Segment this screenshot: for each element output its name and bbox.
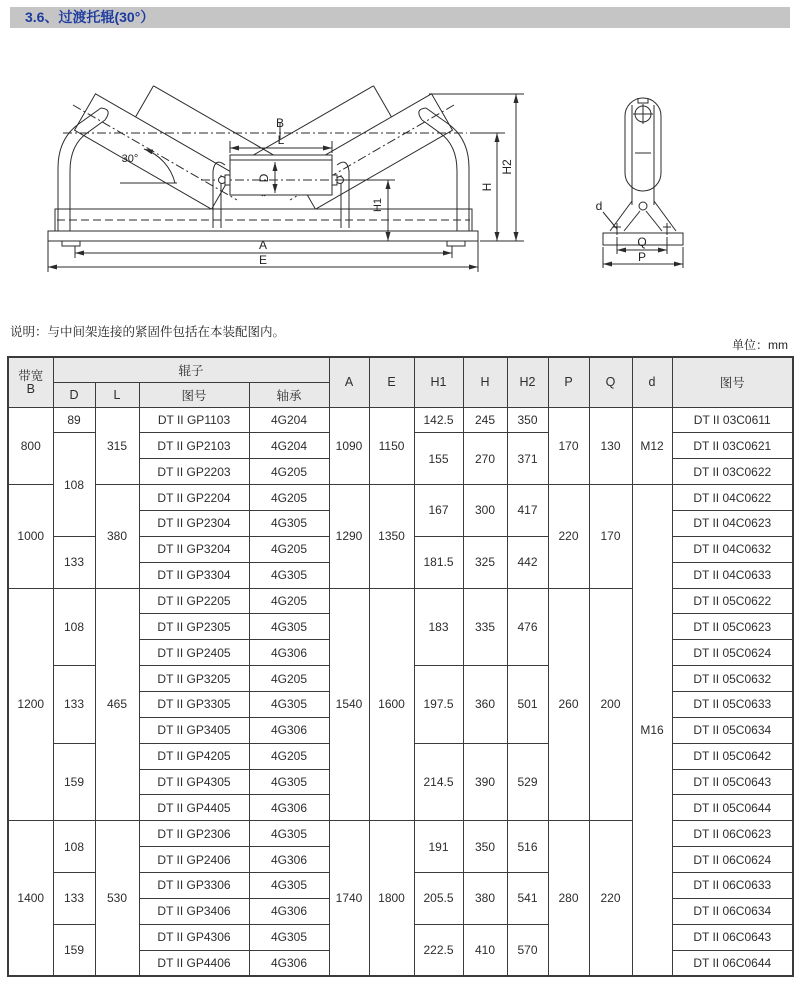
cell-h1: 167	[414, 485, 463, 537]
cell-assembly-fig: DT II 05C0623	[672, 614, 793, 640]
label-D: D	[257, 173, 271, 183]
cell-h2: 442	[507, 536, 548, 588]
table-row	[8, 588, 793, 614]
col-header-H2: H2	[507, 357, 548, 407]
cell-bearing: 4G205	[249, 485, 329, 511]
cell-assembly-fig: DT II 04C0633	[672, 562, 793, 588]
cell-bandwidth: 1200	[8, 588, 53, 821]
col-header-bearing: 轴承	[249, 382, 329, 407]
cell-h: 300	[463, 485, 507, 537]
cell-assembly-fig: DT II 06C0623	[672, 821, 793, 847]
cell-bearing: 4G204	[249, 433, 329, 459]
cell-h1: 205.5	[414, 872, 463, 924]
cell-p: 220	[548, 485, 589, 588]
section-title: 3.6、过渡托辊(30°）	[25, 9, 155, 25]
cell-assembly-fig: DT II 06C0633	[672, 872, 793, 898]
cell-assembly-fig: DT II 04C0623	[672, 510, 793, 536]
center-roller	[230, 155, 332, 195]
label-A: A	[258, 238, 268, 252]
label-H: H	[480, 182, 494, 192]
col-header-roller-group: 辊子	[53, 357, 329, 382]
cell-bearing: 4G306	[249, 847, 329, 873]
cell-bearing: 4G306	[249, 795, 329, 821]
cell-roller-diameter: 108	[53, 433, 95, 536]
cell-h2: 476	[507, 588, 548, 666]
col-header-d: d	[632, 357, 672, 407]
cell-roller-fig: DT II GP4205	[139, 743, 249, 769]
label-H2: H2	[500, 159, 514, 175]
cell-e: 1150	[369, 407, 414, 485]
cell-assembly-fig: DT II 03C0622	[672, 459, 793, 485]
cell-roller-fig: DT II GP3405	[139, 717, 249, 743]
col-header-P: P	[548, 357, 589, 407]
spec-table	[7, 356, 794, 977]
cell-bearing: 4G305	[249, 562, 329, 588]
cell-assembly-fig: DT II 03C0611	[672, 407, 793, 433]
header-row-1	[8, 357, 793, 382]
cell-h2: 570	[507, 924, 548, 976]
col-header-E: E	[369, 357, 414, 407]
cell-roller-fig: DT II GP3304	[139, 562, 249, 588]
cell-h1: 222.5	[414, 924, 463, 976]
spec-table-body	[8, 407, 793, 976]
cell-bearing: 4G205	[249, 588, 329, 614]
cell-assembly-fig: DT II 06C0624	[672, 847, 793, 873]
section-title-bar	[10, 7, 790, 28]
cell-bearing: 4G306	[249, 640, 329, 666]
cell-bearing: 4G305	[249, 821, 329, 847]
cell-roller-fig: DT II GP3305	[139, 691, 249, 717]
cell-roller-fig: DT II GP3204	[139, 536, 249, 562]
cell-roller-diameter: 133	[53, 536, 95, 588]
cell-h: 360	[463, 666, 507, 744]
cell-p: 280	[548, 821, 589, 976]
cell-roller-fig: DT II GP3406	[139, 898, 249, 924]
cell-roller-diameter: 133	[53, 872, 95, 924]
col-header-assembly-fig: 图号	[672, 357, 793, 407]
label-E: E	[258, 253, 268, 267]
cell-p: 260	[548, 588, 589, 821]
cell-roller-length: 465	[95, 588, 139, 821]
cell-roller-fig: DT II GP2306	[139, 821, 249, 847]
col-header-H1: H1	[414, 357, 463, 407]
cell-q: 170	[589, 485, 632, 588]
cell-bearing: 4G204	[249, 407, 329, 433]
cell-bearing: 4G205	[249, 459, 329, 485]
cell-bearing: 4G305	[249, 614, 329, 640]
cell-assembly-fig: DT II 05C0632	[672, 666, 793, 692]
cell-h: 380	[463, 872, 507, 924]
cell-assembly-fig: DT II 05C0634	[672, 717, 793, 743]
cell-q: 220	[589, 821, 632, 976]
cell-a: 1540	[329, 588, 369, 821]
unit-label: 单位：mm	[732, 338, 788, 352]
cell-bearing: 4G205	[249, 536, 329, 562]
cell-e: 1600	[369, 588, 414, 821]
cell-bandwidth: 800	[8, 407, 53, 485]
cell-assembly-fig: DT II 05C0644	[672, 795, 793, 821]
cell-h1: 142.5	[414, 407, 463, 433]
cell-assembly-fig: DT II 05C0642	[672, 743, 793, 769]
col-header-L: L	[95, 382, 139, 407]
cell-p: 170	[548, 407, 589, 485]
cell-q: 130	[589, 407, 632, 485]
cell-roller-fig: DT II GP4306	[139, 924, 249, 950]
table-row	[8, 485, 793, 511]
cell-h2: 516	[507, 821, 548, 873]
table-row	[8, 407, 793, 433]
cell-assembly-fig: DT II 05C0633	[672, 691, 793, 717]
cell-bearing: 4G306	[249, 950, 329, 976]
idler-assembly-outline	[48, 86, 524, 272]
cell-h1: 214.5	[414, 743, 463, 821]
label-d: d	[595, 199, 603, 213]
cell-bearing: 4G306	[249, 898, 329, 924]
cell-a: 1090	[329, 407, 369, 485]
cell-e: 1800	[369, 821, 414, 976]
cell-roller-fig: DT II GP2205	[139, 588, 249, 614]
cell-roller-fig: DT II GP3306	[139, 872, 249, 898]
cell-roller-fig: DT II GP2406	[139, 847, 249, 873]
cell-h: 410	[463, 924, 507, 976]
cell-d: M16	[632, 485, 672, 976]
col-header-Q: Q	[589, 357, 632, 407]
spec-table-header	[8, 357, 793, 407]
table-row	[8, 821, 793, 847]
cell-a: 1740	[329, 821, 369, 976]
cell-roller-fig: DT II GP2305	[139, 614, 249, 640]
cell-bearing: 4G305	[249, 691, 329, 717]
cell-assembly-fig: DT II 03C0621	[672, 433, 793, 459]
cell-h2: 350	[507, 407, 548, 433]
label-H1: H1	[372, 197, 384, 213]
col-header-roller-fig: 图号	[139, 382, 249, 407]
cell-bandwidth: 1400	[8, 821, 53, 976]
cell-d: M12	[632, 407, 672, 485]
cell-h2: 501	[507, 666, 548, 744]
cell-bearing: 4G305	[249, 924, 329, 950]
cell-roller-diameter: 133	[53, 666, 95, 744]
cell-h: 350	[463, 821, 507, 873]
cell-h2: 417	[507, 485, 548, 537]
cell-roller-length: 380	[95, 485, 139, 588]
cell-h1: 155	[414, 433, 463, 485]
cell-assembly-fig: DT II 05C0622	[672, 588, 793, 614]
cell-bearing: 4G305	[249, 769, 329, 795]
col-header-D: D	[53, 382, 95, 407]
cell-h1: 181.5	[414, 536, 463, 588]
cell-a: 1290	[329, 485, 369, 588]
cell-h: 390	[463, 743, 507, 821]
cell-h: 335	[463, 588, 507, 666]
label-P: P	[637, 250, 647, 264]
cell-e: 1350	[369, 485, 414, 588]
cell-h2: 371	[507, 433, 548, 485]
cell-h1: 191	[414, 821, 463, 873]
cell-roller-fig: DT II GP3205	[139, 666, 249, 692]
cell-roller-fig: DT II GP2204	[139, 485, 249, 511]
cell-roller-diameter: 108	[53, 588, 95, 666]
col-header-bandwidth-text: 带宽	[18, 368, 44, 383]
cell-h2: 541	[507, 872, 548, 924]
cell-roller-fig: DT II GP2304	[139, 510, 249, 536]
cell-assembly-fig: DT II 05C0624	[672, 640, 793, 666]
label-B: B	[275, 116, 285, 130]
cell-h: 245	[463, 407, 507, 433]
cell-roller-fig: DT II GP2405	[139, 640, 249, 666]
cell-roller-length: 530	[95, 821, 139, 976]
label-L: L	[277, 133, 285, 147]
front-view-drawing	[25, 83, 545, 288]
cell-roller-diameter: 159	[53, 743, 95, 821]
cell-bandwidth: 1000	[8, 485, 53, 588]
cell-assembly-fig: DT II 06C0643	[672, 924, 793, 950]
cell-h: 270	[463, 433, 507, 485]
col-header-A: A	[329, 357, 369, 407]
cell-roller-length: 315	[95, 407, 139, 485]
col-header-bandwidth	[8, 357, 53, 407]
cell-roller-fig: DT II GP4405	[139, 795, 249, 821]
cell-h: 325	[463, 536, 507, 588]
side-view-drawing	[590, 83, 790, 283]
cell-bearing: 4G205	[249, 743, 329, 769]
cell-roller-fig: DT II GP4406	[139, 950, 249, 976]
cell-roller-fig: DT II GP4305	[139, 769, 249, 795]
label-Q: Q	[637, 235, 647, 249]
cell-h1: 197.5	[414, 666, 463, 744]
cell-assembly-fig: DT II 04C0622	[672, 485, 793, 511]
cell-bearing: 4G205	[249, 666, 329, 692]
cell-roller-diameter: 159	[53, 924, 95, 976]
cell-bearing: 4G305	[249, 872, 329, 898]
cell-roller-diameter: 108	[53, 821, 95, 873]
cell-roller-diameter: 89	[53, 407, 95, 433]
assembly-note: 说明：与中间架连接的紧固件包括在本装配图内。	[10, 325, 286, 339]
cell-assembly-fig: DT II 05C0643	[672, 769, 793, 795]
cell-bearing: 4G306	[249, 717, 329, 743]
cell-roller-fig: DT II GP1103	[139, 407, 249, 433]
cell-bearing: 4G305	[249, 510, 329, 536]
cell-assembly-fig: DT II 04C0632	[672, 536, 793, 562]
cell-q: 200	[589, 588, 632, 821]
col-header-bandwidth-symbol: B	[26, 381, 35, 396]
cell-assembly-fig: DT II 06C0634	[672, 898, 793, 924]
cell-h2: 529	[507, 743, 548, 821]
cell-h1: 183	[414, 588, 463, 666]
cell-assembly-fig: DT II 06C0644	[672, 950, 793, 976]
cell-roller-fig: DT II GP2203	[139, 459, 249, 485]
cell-roller-fig: DT II GP2103	[139, 433, 249, 459]
label-angle: 30°	[121, 153, 139, 165]
col-header-H: H	[463, 357, 507, 407]
